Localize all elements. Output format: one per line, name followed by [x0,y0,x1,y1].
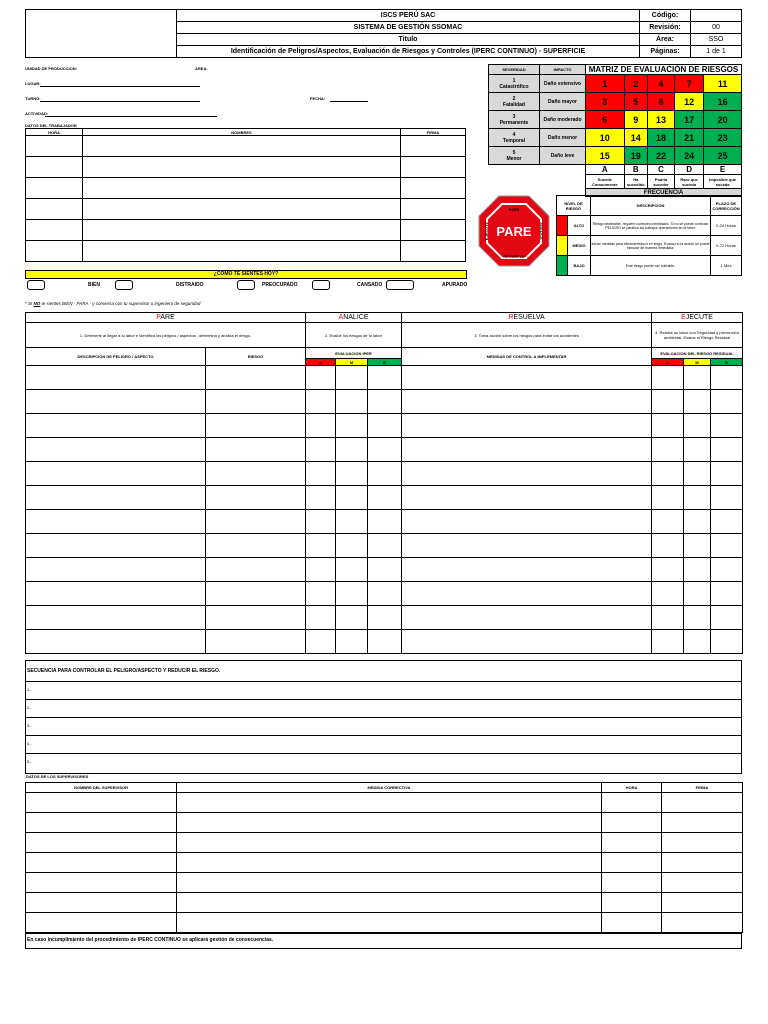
company-name: ISCS PERÚ SAC [177,10,640,22]
risk-level-desc: Iniciar medidas para eliminar/reducir el riesgo. Evaluar si la acción se puede ejecutar de manera inmediata. [591,236,711,256]
sequence-block [25,660,742,774]
col-sup-hour: HORA [602,783,662,793]
table-row[interactable] [26,813,743,833]
risk-matrix [488,64,742,197]
freq-letter: D [674,165,703,175]
matrix-cell: 21 [674,129,703,147]
risk-level-name: ALTO [568,216,591,236]
table-row[interactable] [26,558,743,582]
code-value [691,10,742,22]
pages-label: Páginas: [640,46,691,58]
risk-level-name: BAJO [568,256,591,276]
supervisors-label: DATOS DE LOS SUPERVISORES [26,774,89,779]
shift-label: TURNO: [25,96,41,101]
severity-cell [489,111,540,129]
pare-step-4-text: 4. Realice su labor con Seguridad y prevención ambiental. Evalúe el Riesgo Residual [652,323,743,348]
matrix-cell: 15 [586,147,625,165]
risk-levels-table [556,195,742,276]
table-row[interactable] [26,438,743,462]
unit-label: UNIDAD DE PRODUCCION: [25,66,77,71]
col-risk-desc: DESCRIPCIÓN [591,196,711,216]
date-field[interactable] [330,101,368,102]
matrix-cell: 17 [674,111,703,129]
pare-heading-p: PARE [26,313,306,323]
pare-sign-bottom: RESUELVA [503,254,525,259]
footer-note: En caso incumplimiento del procedimiento de IPERC CONTINUO se aplicará gestión de consecuencias. [27,937,274,943]
col-impact: IMPACTO [540,65,586,75]
freq-letter: C [648,165,675,175]
feeling-question: ¿CÓMO TE SIENTES HOY? [25,270,467,279]
matrix-cell: 1 [586,75,625,93]
table-row[interactable] [26,793,743,813]
table-row[interactable] [26,199,466,220]
risk-level-term: 0-72 Horas [711,236,742,256]
risk-level-name: MEDIO [568,236,591,256]
col-supervisor-name: NOMBRE DEL SUPERVISOR [26,783,177,793]
code-label: Código: [640,10,691,22]
pare-sign-top: PARE [508,207,520,212]
table-row[interactable] [26,462,743,486]
matrix-cell: 11 [704,75,742,93]
sequence-item[interactable]: 1.- [27,687,32,692]
col-iper-eval: EVALUACION IPER [306,348,402,359]
sequence-item[interactable]: 2.- [27,705,32,710]
table-row[interactable] [26,178,466,199]
severity-label: Menor [506,155,522,162]
pare-step-1-text: 1. Detenerte al llegar a tu labor e identifica los peligros / aspectos , determina y analiza el riesgo. [26,323,306,348]
matrix-cell: 20 [704,111,742,129]
severity-num: 2 [512,95,516,102]
table-row[interactable] [26,486,743,510]
pare-heading-e: EJECUTE [652,313,743,323]
table-row[interactable] [26,873,743,893]
table-row[interactable] [26,366,743,390]
impact-cell: Daño extensivo [540,75,586,93]
area-field-label: AREA: [195,66,208,71]
col-risk: RIESGO [206,348,306,366]
col-risk-term: PLAZO DE CORRECCIÓN [711,196,742,216]
shift-field[interactable] [40,101,200,102]
matrix-cell: 4 [648,75,675,93]
table-row[interactable] [26,893,743,913]
table-row[interactable] [26,833,743,853]
table-row[interactable] [26,414,743,438]
freq-desc: Ha sucedido [624,175,647,189]
pare-sign-right: ANALICE [539,222,544,240]
option-preocupado: PREOCUPADO [262,282,298,288]
checkbox-distraido[interactable] [115,280,133,290]
freq-desc: Raro que suceda [674,175,703,189]
workers-table [25,128,466,262]
eval-b: B [368,359,402,366]
matrix-row [489,129,742,147]
severity-num: 4 [512,131,516,138]
matrix-row [489,75,742,93]
checkbox-apurado[interactable] [386,280,414,290]
matrix-row [489,147,742,165]
sequence-item[interactable]: 5.- [27,759,32,764]
option-apurado: APURADO [442,282,468,288]
severity-label: Catastrófico [499,83,529,90]
col-corrective-measure: MEDIDA CORRECTIVA [177,783,602,793]
matrix-cell: 5 [624,93,647,111]
risk-level-desc: Riesgo intolerable, requiere controles inmediatos. Si no se puede controlar PELIGRO se paraliza los trabajos operaciones en la labor. [591,216,711,236]
freq-letter: B [624,165,647,175]
sequence-title: SECUENCIA PARA CONTROLAR EL PELIGRO/ASPECTO Y REDUCIR EL RIESGO. [27,668,221,674]
eval-a: A [306,359,336,366]
matrix-cell: 8 [648,93,675,111]
table-row[interactable] [26,390,743,414]
option-distraido: DISTRAIDO [176,282,204,288]
footer-box [25,933,742,949]
risk-level-swatch [557,216,568,236]
eval-m: M [336,359,368,366]
impact-cell: Daño menor [540,129,586,147]
severity-cell [489,129,540,147]
table-row[interactable] [26,220,466,241]
pare-sign-left: EJECUTE [484,221,489,241]
col-hazard-desc: DESCRIPCION DE PELIGRO / ASPECTO [26,348,206,366]
area-label: Área: [640,34,691,46]
table-row[interactable] [26,853,743,873]
table-row[interactable] [26,582,743,606]
pare-step-2-text: 2. Evalúe los riesgos de tu labor [306,323,402,348]
table-row[interactable] [26,913,743,933]
matrix-row [489,93,742,111]
col-control-measures: MEDIDAS DE CONTROL A IMPLEMENTAR [402,348,652,366]
freq-letter: E [704,165,742,175]
pages-value: 1 de 1 [691,46,742,58]
col-hour: HORA [26,129,83,136]
place-label: LUGAR: [25,81,41,86]
option-cansado: CANSADO [357,282,383,288]
sequence-item[interactable]: 4.- [27,741,32,746]
col-risk-level: NIVEL DE RIESGO [557,196,591,216]
risk-level-row [557,216,742,236]
area-value: SSO [691,34,742,46]
pare-stop-sign-icon [478,195,550,267]
pare-heading-a: ANALICE [306,313,402,323]
matrix-cell: 7 [674,75,703,93]
impact-cell: Daño leve [540,147,586,165]
table-row[interactable] [26,157,466,178]
matrix-cell: 25 [704,147,742,165]
severity-num: 1 [512,77,516,84]
residual-a: A [652,359,684,366]
severity-label: Temporal [502,137,526,144]
table-row[interactable] [26,136,466,157]
col-sup-signature: FIRMA [662,783,743,793]
matrix-cell: 10 [586,129,625,147]
risk-level-swatch [557,236,568,256]
table-row[interactable] [26,534,743,558]
severity-cell [489,93,540,111]
pare-sign-center: PARE [496,224,532,239]
pare-step-3-text: 3. Toma acción sobre los riesgos para evitar los accidentes [402,323,652,348]
col-names: NOMBRES [83,129,401,136]
freq-letter: A [586,165,625,175]
matrix-cell: 14 [624,129,647,147]
freq-desc: Podría suceder [648,175,675,189]
document-header [25,9,742,58]
revision-label: Revisión: [640,22,691,34]
table-row[interactable] [26,630,743,654]
revision-value: 00 [691,22,742,34]
activity-label: ACTIVIDAD: [25,111,49,116]
severity-num: 3 [512,113,516,120]
severity-cell [489,147,540,165]
freq-desc: Sucede Comunmente [586,175,625,189]
risk-level-term: 1 Mes [711,256,742,276]
matrix-cell: 6 [586,111,625,129]
severity-cell [489,75,540,93]
matrix-cell: 12 [674,93,703,111]
residual-m: M [684,359,711,366]
title-label: Titulo [177,34,640,46]
checkbox-bien[interactable] [27,280,45,290]
severity-label: Permanente [499,119,529,126]
pare-heading-r: RESUELVA [402,313,652,323]
place-field[interactable] [40,86,200,87]
matrix-cell: 18 [648,129,675,147]
residual-b: B [711,359,743,366]
risk-level-desc: Este riesgo puede ser tolerable. [591,256,711,276]
col-severity: SEVERIDAD [489,65,540,75]
risk-level-swatch [557,256,568,276]
logo-cell [26,10,177,58]
table-row[interactable] [26,606,743,630]
checkbox-preocupado[interactable] [237,280,255,290]
supervisors-table [25,782,743,933]
matrix-title: MATRIZ DE EVALUACIÓN DE RIESGOS [586,65,742,75]
impact-cell: Daño mayor [540,93,586,111]
matrix-cell: 2 [624,75,647,93]
activity-field[interactable] [45,116,217,117]
matrix-cell: 13 [648,111,675,129]
option-bien: BIEN [88,282,100,288]
col-signature: FIRMA [401,129,466,136]
feeling-note: * SI NO te sientes BIEN - PARA - y conversa con tu supervisor o ingeniero de seguridad [25,301,201,306]
pare-table [25,312,743,654]
severity-label: Fatalidad [503,101,525,108]
date-label: FECHA: [310,96,326,101]
freq-desc: Imposible que suceda [704,175,742,189]
matrix-cell: 24 [674,147,703,165]
matrix-cell: 22 [648,147,675,165]
freq-label: FRECUENCIA [586,189,742,197]
matrix-cell: 9 [624,111,647,129]
matrix-cell: 23 [704,129,742,147]
risk-level-term: 0-24 Horas [711,216,742,236]
table-row[interactable] [26,510,743,534]
matrix-cell: 3 [586,93,625,111]
checkbox-cansado[interactable] [312,280,330,290]
workers-label: DATOS DEL TRABAJADOR [25,123,77,128]
col-residual-eval: EVALUACION DEL RIESGO RESIDUAL [652,348,743,359]
matrix-cell: 19 [624,147,647,165]
severity-num: 5 [512,149,516,156]
risk-level-row [557,236,742,256]
impact-cell: Daño moderado [540,111,586,129]
risk-level-row [557,256,742,276]
table-row[interactable] [26,241,466,262]
matrix-cell: 16 [704,93,742,111]
document-title: Identificación de Peligros/Aspectos, Evaluación de Riesgos y Controles (IPERC CONTINUO) - SUPERFICIE [177,46,640,58]
sequence-item[interactable]: 3.- [27,723,32,728]
matrix-row [489,111,742,129]
system-name: SISTEMA DE GESTIÓN SSOMAC [177,22,640,34]
